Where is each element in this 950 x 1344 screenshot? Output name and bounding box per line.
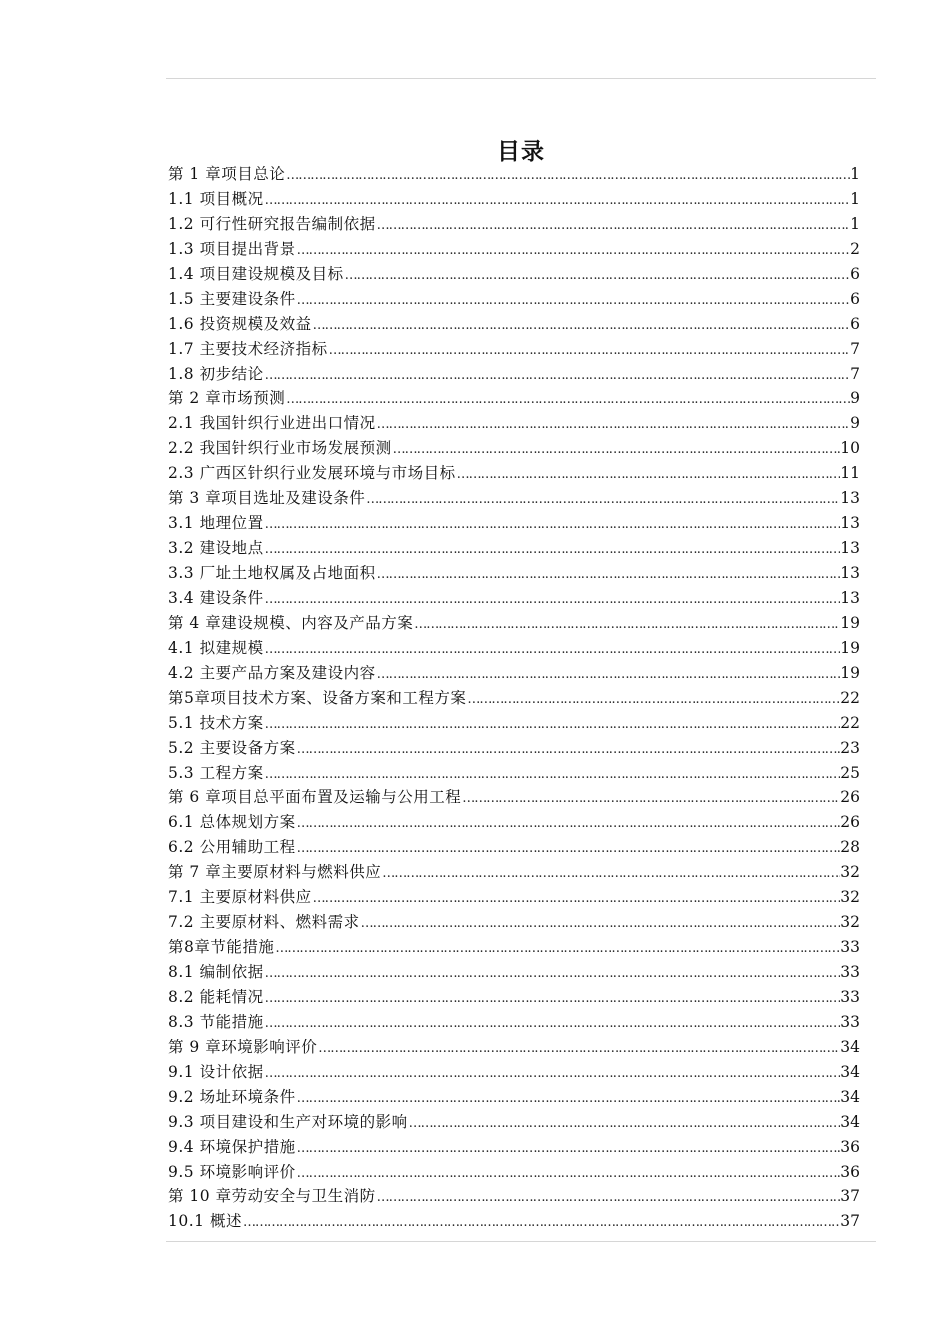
- toc-entry-label: 第 10 章劳动安全与卫生消防: [168, 1187, 376, 1206]
- toc-entry[interactable]: [168, 860, 860, 885]
- toc-entry-page-number: 2: [850, 239, 860, 258]
- toc-dot-leader: [264, 588, 841, 611]
- toc-entry-label: 1.8 初步结论: [168, 364, 264, 383]
- toc-dot-leader: [360, 912, 841, 935]
- toc-entry[interactable]: [168, 885, 860, 910]
- toc-entry-page-number: 36: [840, 1162, 860, 1181]
- toc-entry[interactable]: [168, 661, 860, 686]
- toc-entry-page-number: 32: [840, 913, 860, 932]
- toc-entry[interactable]: [168, 337, 860, 362]
- toc-entry-label: 5.2 主要设备方案: [168, 738, 296, 757]
- toc-entry[interactable]: [168, 835, 860, 860]
- toc-dot-leader: [296, 1162, 841, 1185]
- toc-dot-leader: [296, 812, 841, 835]
- toc-entry[interactable]: [168, 561, 860, 586]
- toc-entry[interactable]: [168, 785, 860, 810]
- toc-entry-page-number: 7: [850, 339, 860, 358]
- toc-dot-leader: [376, 214, 851, 237]
- toc-dot-leader: [264, 638, 841, 661]
- toc-entry-page-number: 33: [840, 938, 860, 957]
- toc-dot-leader: [264, 1062, 841, 1085]
- page-title: 目录: [497, 139, 545, 166]
- toc-entry-label: 第 1 章项目总论: [168, 165, 286, 183]
- toc-entry-page-number: 19: [840, 638, 860, 657]
- toc-entry[interactable]: [168, 960, 860, 985]
- toc-entry[interactable]: [168, 362, 860, 387]
- toc-entry-label: 第 9 章环境影响评价: [168, 1037, 318, 1056]
- toc-dot-leader: [264, 538, 841, 561]
- toc-entry-label: 9.5 环境影响评价: [168, 1162, 296, 1181]
- toc-entry-page-number: 6: [850, 264, 860, 283]
- toc-entry-page-number: 25: [840, 763, 860, 782]
- toc-entry[interactable]: [168, 386, 860, 411]
- toc-entry-label: 8.2 能耗情况: [168, 987, 264, 1006]
- toc-dot-leader: [312, 314, 851, 337]
- toc-entry-label: 5.1 技术方案: [168, 713, 264, 732]
- toc-dot-leader: [461, 787, 840, 810]
- toc-entry[interactable]: [168, 1209, 860, 1234]
- toc-dot-leader: [317, 1037, 840, 1060]
- toc-entry[interactable]: [168, 810, 860, 835]
- toc-entry-label: 9.2 场址环境条件: [168, 1087, 296, 1106]
- toc-entry[interactable]: [168, 436, 860, 461]
- footer-rule: [166, 1241, 876, 1242]
- toc-entry-label: 第 6 章项目总平面布置及运输与公用工程: [168, 788, 462, 807]
- toc-dot-leader: [296, 289, 851, 312]
- toc-entry-page-number: 34: [840, 1062, 860, 1081]
- toc-dot-leader: [296, 239, 851, 262]
- toc-entry[interactable]: [168, 586, 860, 611]
- toc-entry-page-number: 33: [840, 987, 860, 1006]
- toc-entry-label: 第 2 章市场预测: [168, 389, 286, 408]
- toc-entry-page-number: 37: [840, 1187, 860, 1206]
- toc-dot-leader: [392, 438, 841, 461]
- toc-entry-page-number: 36: [840, 1137, 860, 1156]
- toc-dot-leader: [344, 264, 851, 287]
- toc-entry-label: 第8章节能措施: [168, 938, 275, 957]
- toc-entry[interactable]: [168, 461, 860, 486]
- toc-entry-page-number: 1: [850, 214, 860, 233]
- toc-entry-page-number: 10: [840, 439, 860, 458]
- toc-entry[interactable]: [168, 761, 860, 786]
- toc-entry-page-number: 9: [850, 414, 860, 433]
- toc-entry-page-number: 28: [840, 838, 860, 857]
- toc-dot-leader: [365, 488, 840, 511]
- toc-entry-label: 第 4 章建设规模、内容及产品方案: [168, 613, 414, 632]
- toc-dot-leader: [328, 339, 851, 362]
- toc-entry-label: 1.2 可行性研究报告编制依据: [168, 214, 376, 233]
- toc-dot-leader: [296, 738, 841, 761]
- toc-dot-leader: [242, 1211, 840, 1234]
- toc-entry[interactable]: [168, 162, 860, 187]
- toc-entry-label: 3.3 厂址土地权属及占地面积: [168, 564, 376, 582]
- toc-entry[interactable]: [168, 1085, 860, 1110]
- toc-dot-leader: [264, 513, 841, 536]
- toc-dot-leader: [296, 1137, 841, 1160]
- toc-entry-label: 1.6 投资规模及效益: [168, 314, 312, 333]
- toc-entry-page-number: 7: [850, 364, 860, 383]
- toc-dot-leader: [264, 962, 841, 985]
- toc-dot-leader: [312, 887, 841, 910]
- toc-dot-leader: [456, 463, 841, 486]
- toc-entry-label: 1.5 主要建设条件: [168, 289, 296, 308]
- toc-entry-page-number: 34: [840, 1037, 860, 1056]
- toc-entry-label: 3.1 地理位置: [168, 514, 264, 533]
- toc-dot-leader: [264, 713, 841, 736]
- toc-entry[interactable]: [168, 611, 860, 636]
- toc-entry[interactable]: [168, 1110, 860, 1135]
- toc-entry-page-number: 22: [840, 688, 860, 707]
- toc-entry-page-number: 11: [840, 464, 860, 483]
- toc-entry[interactable]: [168, 1060, 860, 1085]
- toc-entry[interactable]: [168, 1010, 860, 1035]
- toc-entry[interactable]: [168, 312, 860, 337]
- toc-entry[interactable]: [168, 985, 860, 1010]
- toc-entry-page-number: 19: [840, 663, 860, 682]
- toc-entry-label: 2.3 广西区针织行业发展环境与市场目标: [168, 464, 456, 483]
- toc-entry-label: 2.1 我国针织行业进出口情况: [168, 414, 376, 433]
- toc-dot-leader: [296, 1087, 841, 1110]
- toc-entry[interactable]: [168, 636, 860, 661]
- toc-entry-page-number: 26: [840, 813, 860, 832]
- toc-entry-label: 第5章项目技术方案、设备方案和工程方案: [168, 688, 467, 707]
- toc-dot-leader: [408, 1112, 841, 1135]
- toc-dot-leader: [285, 164, 850, 187]
- toc-entry-page-number: 1: [850, 165, 860, 183]
- toc-dot-leader: [264, 987, 841, 1010]
- toc-entry-page-number: 6: [850, 289, 860, 308]
- toc-entry-label: 7.2 主要原材料、燃料需求: [168, 913, 360, 932]
- toc-entry-page-number: 37: [840, 1212, 860, 1231]
- toc-entry-label: 9.4 环境保护措施: [168, 1137, 296, 1156]
- toc-entry-page-number: 19: [840, 613, 860, 632]
- toc-entry-page-number: 13: [840, 564, 860, 582]
- toc-entry-label: 1.4 项目建设规模及目标: [168, 264, 344, 283]
- toc-entry-page-number: 26: [840, 788, 860, 807]
- toc-entry[interactable]: [168, 237, 860, 262]
- toc-entry[interactable]: [168, 1184, 860, 1209]
- header-rule: [166, 78, 876, 79]
- toc-entry-label: 10.1 概述: [168, 1212, 242, 1231]
- toc-entry-page-number: 13: [840, 514, 860, 533]
- toc-entry[interactable]: [168, 411, 860, 436]
- toc-dot-leader: [274, 937, 840, 960]
- toc-entry-page-number: 34: [840, 1112, 860, 1131]
- toc-dot-leader: [466, 688, 840, 711]
- toc-entry-page-number: 33: [840, 963, 860, 981]
- toc-entry[interactable]: [168, 910, 860, 935]
- toc-entry-label: 1.1 项目概况: [168, 189, 264, 208]
- table-of-contents: [168, 162, 860, 1234]
- toc-entry[interactable]: [168, 536, 860, 561]
- toc-entry[interactable]: [168, 287, 860, 312]
- toc-dot-leader: [381, 862, 840, 885]
- toc-dot-leader: [264, 189, 851, 212]
- toc-entry[interactable]: [168, 711, 860, 736]
- toc-entry-page-number: 13: [840, 588, 860, 607]
- toc-entry[interactable]: [168, 935, 860, 960]
- toc-entry-page-number: 23: [840, 738, 860, 757]
- toc-entry-label: 5.3 工程方案: [168, 763, 264, 782]
- toc-dot-leader: [376, 1186, 841, 1209]
- toc-entry[interactable]: [168, 212, 860, 237]
- toc-entry-label: 6.1 总体规划方案: [168, 813, 296, 832]
- toc-entry[interactable]: [168, 736, 860, 761]
- toc-entry-page-number: 33: [840, 1012, 860, 1031]
- toc-entry[interactable]: [168, 486, 860, 511]
- toc-dot-leader: [264, 763, 841, 786]
- toc-entry-label: 1.3 项目提出背景: [168, 239, 296, 258]
- toc-entry-label: 9.3 项目建设和生产对环境的影响: [168, 1112, 408, 1131]
- toc-dot-leader: [264, 364, 851, 387]
- toc-entry-page-number: 32: [840, 863, 860, 882]
- toc-dot-leader: [376, 663, 841, 686]
- toc-entry-label: 1.7 主要技术经济指标: [168, 339, 328, 358]
- toc-entry-page-number: 34: [840, 1087, 860, 1106]
- toc-entry-page-number: 13: [840, 489, 860, 508]
- toc-entry-label: 2.2 我国针织行业市场发展预测: [168, 439, 392, 458]
- toc-entry-label: 7.1 主要原材料供应: [168, 888, 312, 907]
- toc-entry-label: 4.1 拟建规模: [168, 638, 264, 657]
- toc-entry-label: 第 3 章项目选址及建设条件: [168, 489, 366, 508]
- toc-entry-page-number: 22: [840, 713, 860, 732]
- toc-dot-leader: [376, 413, 851, 436]
- toc-entry[interactable]: [168, 686, 860, 711]
- toc-entry-page-number: 9: [850, 389, 860, 408]
- toc-entry-label: 8.3 节能措施: [168, 1012, 264, 1031]
- toc-dot-leader: [285, 388, 850, 411]
- toc-entry[interactable]: [168, 262, 860, 287]
- toc-entry-page-number: 1: [850, 189, 860, 208]
- toc-entry-label: 9.1 设计依据: [168, 1062, 264, 1081]
- toc-entry-label: 第 7 章主要原材料与燃料供应: [168, 863, 382, 882]
- toc-entry-page-number: 6: [850, 314, 860, 333]
- toc-entry-label: 3.2 建设地点: [168, 539, 264, 558]
- toc-dot-leader: [264, 1012, 841, 1035]
- toc-entry-page-number: 32: [840, 888, 860, 907]
- toc-entry-label: 8.1 编制依据: [168, 963, 264, 981]
- toc-entry[interactable]: [168, 1160, 860, 1185]
- toc-entry[interactable]: [168, 1135, 860, 1160]
- toc-entry-label: 3.4 建设条件: [168, 588, 264, 607]
- toc-dot-leader: [296, 837, 841, 860]
- toc-dot-leader: [376, 563, 841, 586]
- toc-entry[interactable]: [168, 511, 860, 536]
- toc-dot-leader: [413, 613, 840, 636]
- toc-entry[interactable]: [168, 1035, 860, 1060]
- toc-entry-label: 4.2 主要产品方案及建设内容: [168, 663, 376, 682]
- toc-entry[interactable]: [168, 187, 860, 212]
- toc-entry-label: 6.2 公用辅助工程: [168, 838, 296, 857]
- toc-entry-page-number: 13: [840, 539, 860, 558]
